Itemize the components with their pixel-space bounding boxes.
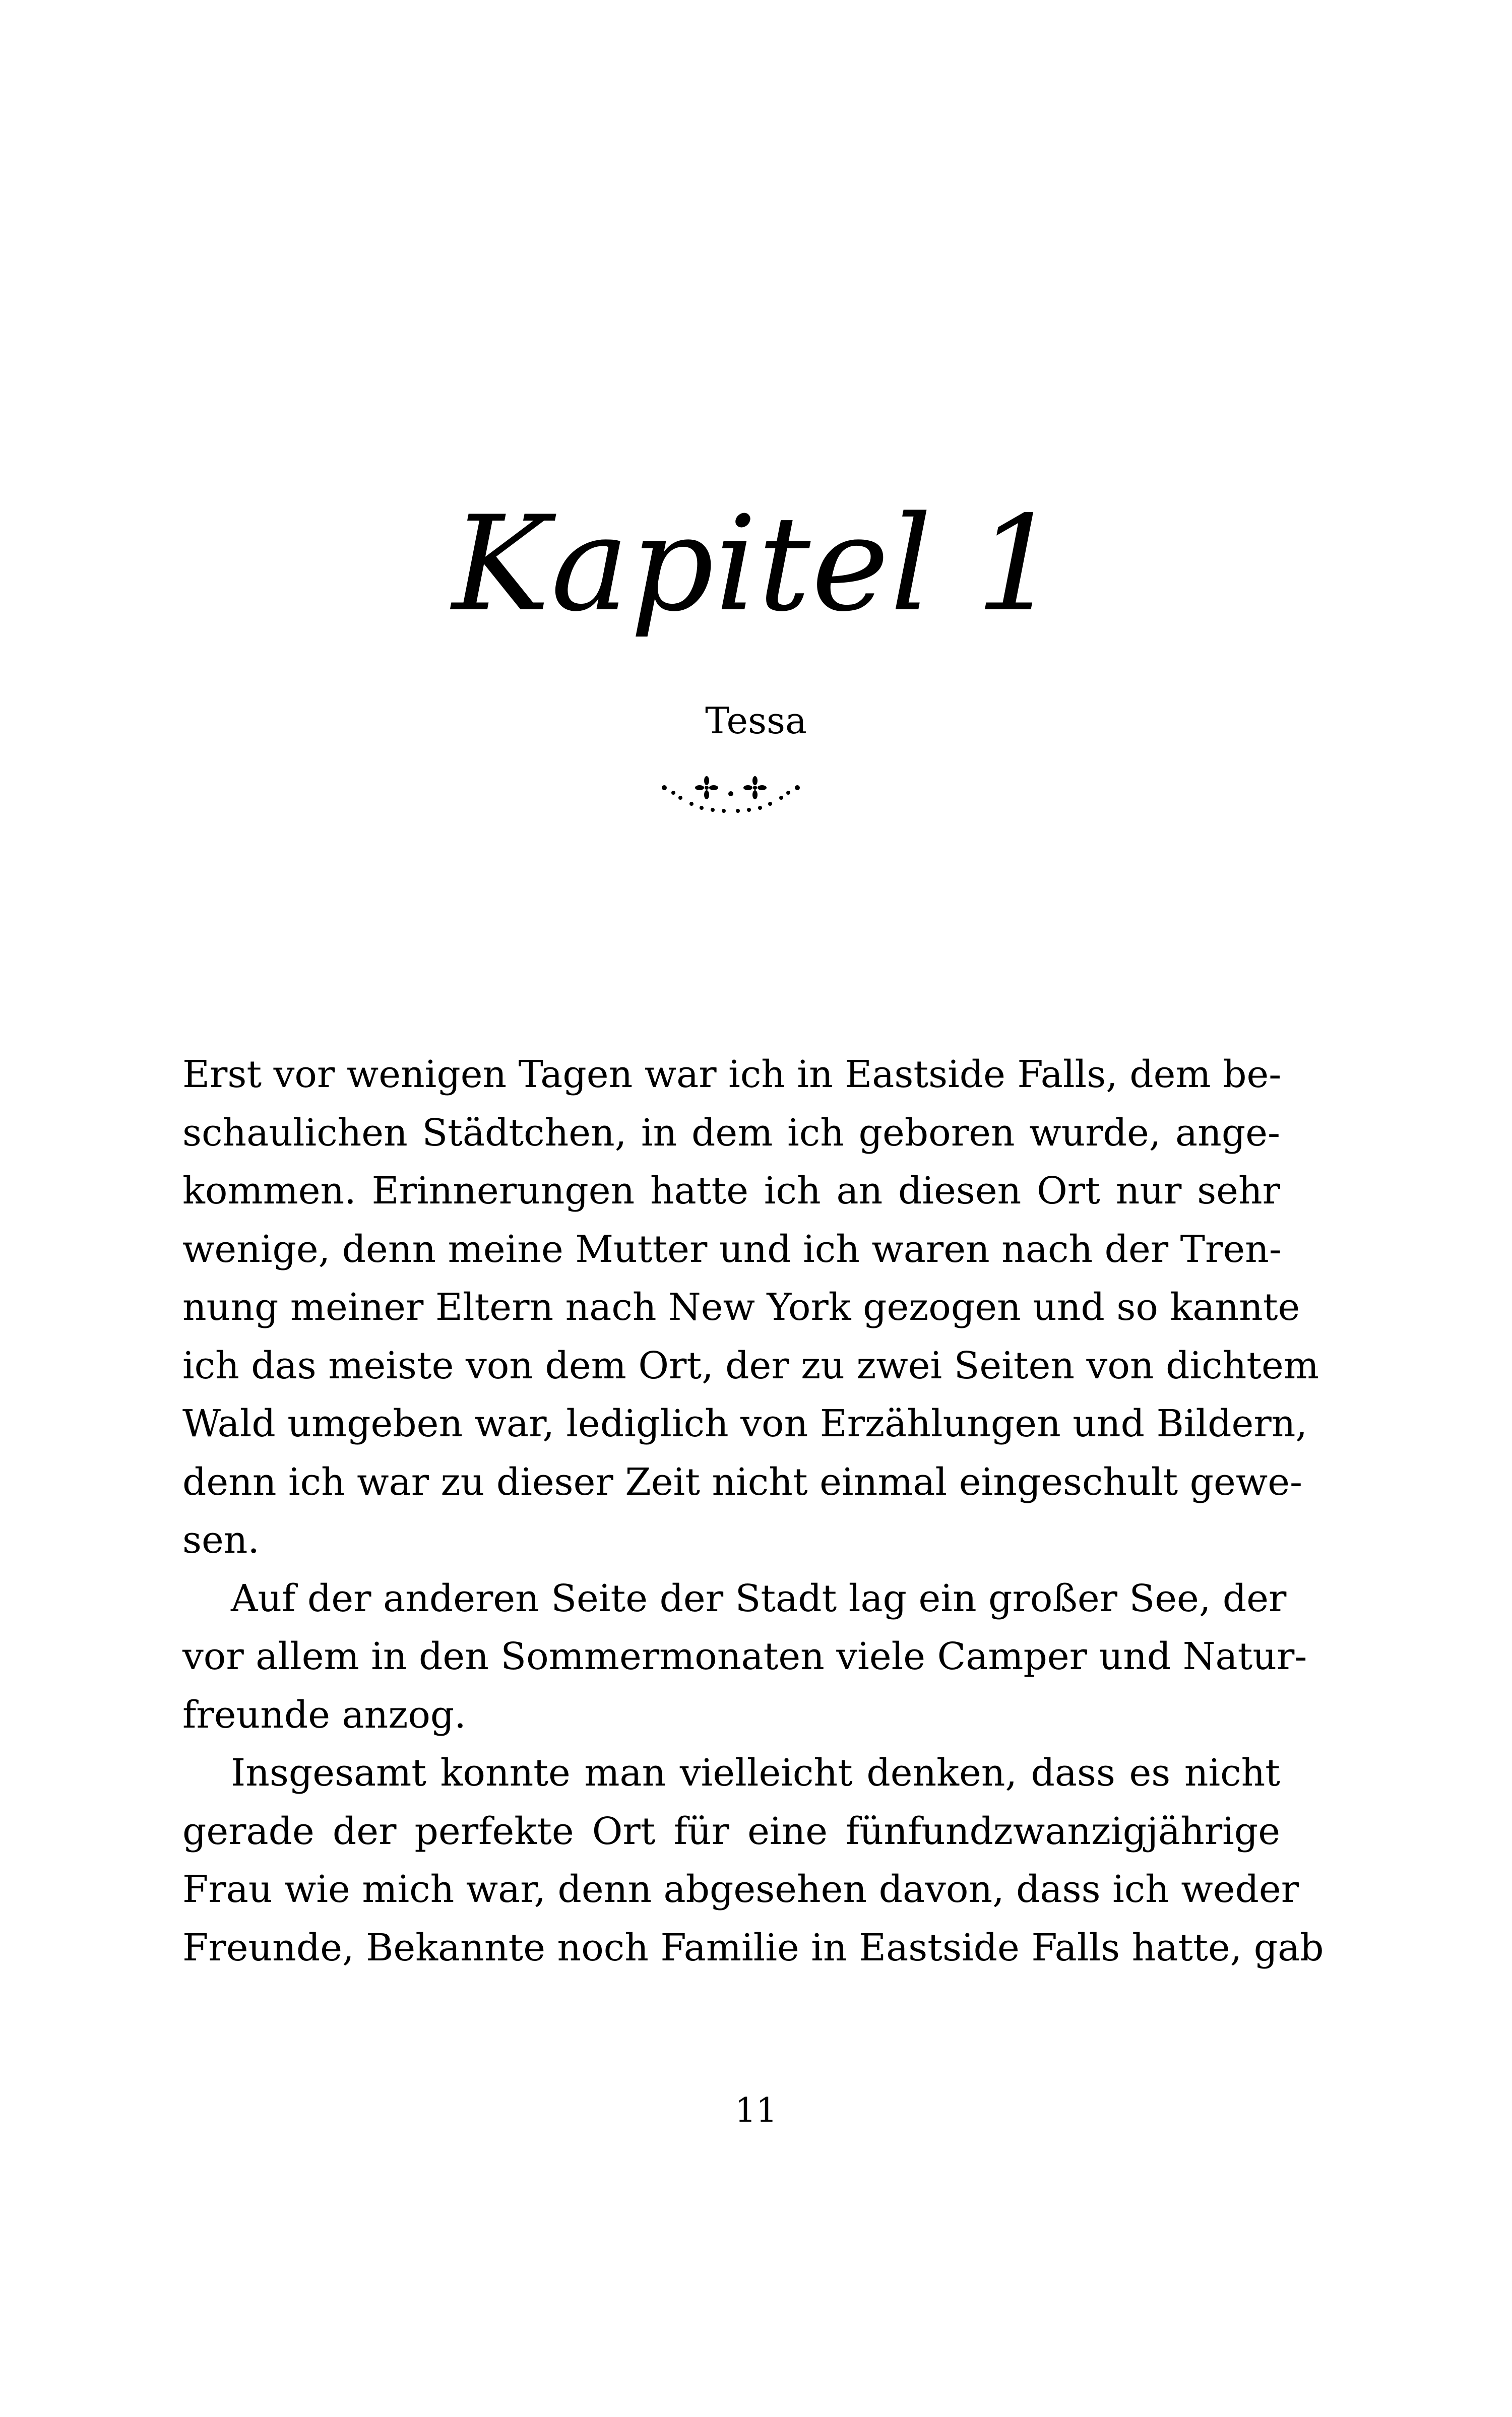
- text-line: sen.: [182, 1518, 260, 1562]
- floral-divider-icon: [660, 769, 801, 814]
- text-line: Erst vor wenigen Tagen war ich in Eastside Falls, dem be-: [182, 1053, 1282, 1096]
- text-line: denn ich war zu dieser Zeit nicht einmal eingeschult gewe-: [182, 1460, 1302, 1504]
- text-line: wenige, denn meine Mutter und ich waren nach der Tren-: [182, 1227, 1282, 1271]
- text-line: kommen. Erinnerungen hatte ich an diesen Ort nur sehr: [182, 1169, 1280, 1213]
- page-number: 11: [735, 2091, 777, 2130]
- text-line: Wald umgeben war, lediglich von Erzählungen und Bildern,: [182, 1402, 1307, 1445]
- text-line: schaulichen Städtchen, in dem ich geboren wurde, ange-: [182, 1111, 1280, 1155]
- text-line: freunde anzog.: [182, 1693, 466, 1737]
- text-line: Auf der anderen Seite der Stadt lag ein großer See, der: [231, 1576, 1287, 1620]
- text-line: nung meiner Eltern nach New York gezogen und so kannte: [182, 1286, 1300, 1329]
- chapter-subtitle: Tessa: [705, 699, 807, 742]
- body-text: [182, 1046, 1324, 1977]
- text-line: Insgesamt konnte man vielleicht denken, dass es nicht: [231, 1751, 1280, 1795]
- text-line: ich das meiste von dem Ort, der zu zwei Seiten von dichtem: [182, 1344, 1319, 1387]
- text-line: gerade der perfekte Ort für eine fünfundzwanzigjährige: [182, 1809, 1280, 1853]
- chapter-title: Kapitel 1: [452, 488, 1060, 641]
- text-line: Frau wie mich war, denn abgesehen davon, dass ich weder: [182, 1868, 1299, 1911]
- text-line: vor allem in den Sommermonaten viele Camper und Natur-: [182, 1635, 1307, 1678]
- text-line: Freunde, Bekannte noch Familie in Eastside Falls hatte, gab: [182, 1926, 1324, 1969]
